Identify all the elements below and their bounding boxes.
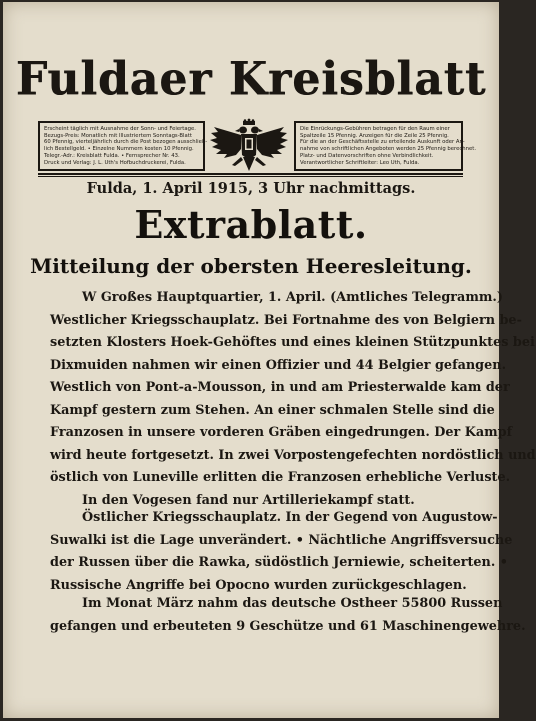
report-line: östlich von Luneville erlitten die Franzosen erhebliche Verluste.	[50, 470, 511, 485]
subscription-info-line: Bezugs-Preis: Monatlich mit Illustriertem Sonntags-Blatt	[44, 132, 192, 139]
report-line: wird heute fortgesetzt. In zwei Vorpostengefechten nordöstlich und	[50, 447, 536, 463]
report-line: Russische Angriffe bei Opocno wurden zurückgeschlagen.	[50, 577, 467, 593]
subscription-info-line: Erscheint täglich mit Ausnahme der Sonn- und Feiertage.	[44, 126, 196, 132]
march-summary-report	[50, 593, 526, 638]
bulletin-headline: Mitteilung der obersten Heeresleitung.	[30, 254, 472, 278]
extrablatt-title: Extrablatt.	[134, 202, 368, 247]
masthead-title: Fuldaer Kreisblatt	[15, 52, 487, 107]
report-line: Östlicher Kriegsschauplatz. In der Gegend von Augustow-	[82, 510, 498, 525]
advertising-info-line: nahme von schriftlichen Angeboten werden 25 Pfennig berechnet.	[300, 146, 476, 153]
advertising-info-line: Verantwortlicher Schriftleiter: Leo Uth, Fulda.	[300, 159, 420, 166]
report-line: Im Monat März nahm das deutsche Ostheer 55800 Russen	[82, 596, 503, 611]
dateline: Fulda, 1. April 1915, 3 Uhr nachmittags.	[86, 180, 416, 197]
report-line: Franzosen in unsere vorderen Gräben eingedrungen. Der Kampf	[50, 425, 513, 440]
report-line: W Großes Hauptquartier, 1. April. (Amtliches Telegramm.)	[82, 290, 503, 305]
western-front-report	[50, 287, 536, 512]
subscription-info-box	[38, 121, 208, 171]
subscription-info-line: lich Bestellgeld. • Einzelne Nummern kosten 10 Pfennig.	[44, 146, 194, 153]
report-line: setzten Klosters Hoek-Gehöftes und eines kleinen Stützpunktes bei	[50, 335, 535, 350]
newspaper-page	[3, 2, 536, 718]
report-line: gefangen und erbeuteten 9 Geschütze und 61 Maschinengewehre.	[50, 618, 526, 634]
report-line: der Russen über die Rawka, südöstlich Jerniewie, scheiterten. •	[50, 555, 508, 570]
subscription-info-line: Telegr.-Adr.: Kreisblatt Fulda. • Fernsprecher Nr. 43.	[44, 152, 180, 159]
subscription-info-line: 60 Pfennig, vierteljährlich durch die Post bezogen ausschließ-	[44, 139, 208, 146]
eastern-front-report	[50, 507, 513, 597]
advertising-info-box	[294, 121, 476, 171]
imperial-eagle-icon	[208, 119, 290, 175]
report-line: Westlicher Kriegsschauplatz. Bei Fortnahme des von Belgiern be-	[50, 312, 522, 328]
report-line: Kampf gestern zum Stehen. An einer schmalen Stelle sind die	[50, 402, 495, 418]
advertising-info-line: Die Einrückungs-Gebühren betragen für den Raum einer	[300, 126, 450, 132]
masthead-rule-thick	[38, 173, 463, 175]
report-line: Dixmuiden nahmen wir einen Offizier und 44 Belgier gefangen.	[50, 357, 507, 373]
masthead-rule-thin	[38, 176, 463, 177]
report-line: Westlich von Pont-a-Mousson, in und am Priesterwalde kam der	[50, 380, 510, 395]
report-line: Suwalki ist die Lage unverändert. • Nächtliche Angriffsversuche	[50, 532, 513, 548]
advertising-info-line: Spaltzeile 15 Pfennig. Anzeigen für die Zeile 25 Pfennig.	[300, 132, 449, 139]
advertising-info-line: Für die an der Geschäftsstelle zu erteilende Auskunft oder An-	[300, 139, 465, 146]
advertising-info-line: Platz- und Datenvorschriften ohne Verbindlichkeit.	[300, 152, 434, 159]
subscription-info-line: Druck und Verlag: J. L. Uth's Hofbuchdruckerei, Fulda.	[44, 159, 186, 166]
report-line: In den Vogesen fand nur Artilleriekampf statt.	[82, 492, 415, 508]
